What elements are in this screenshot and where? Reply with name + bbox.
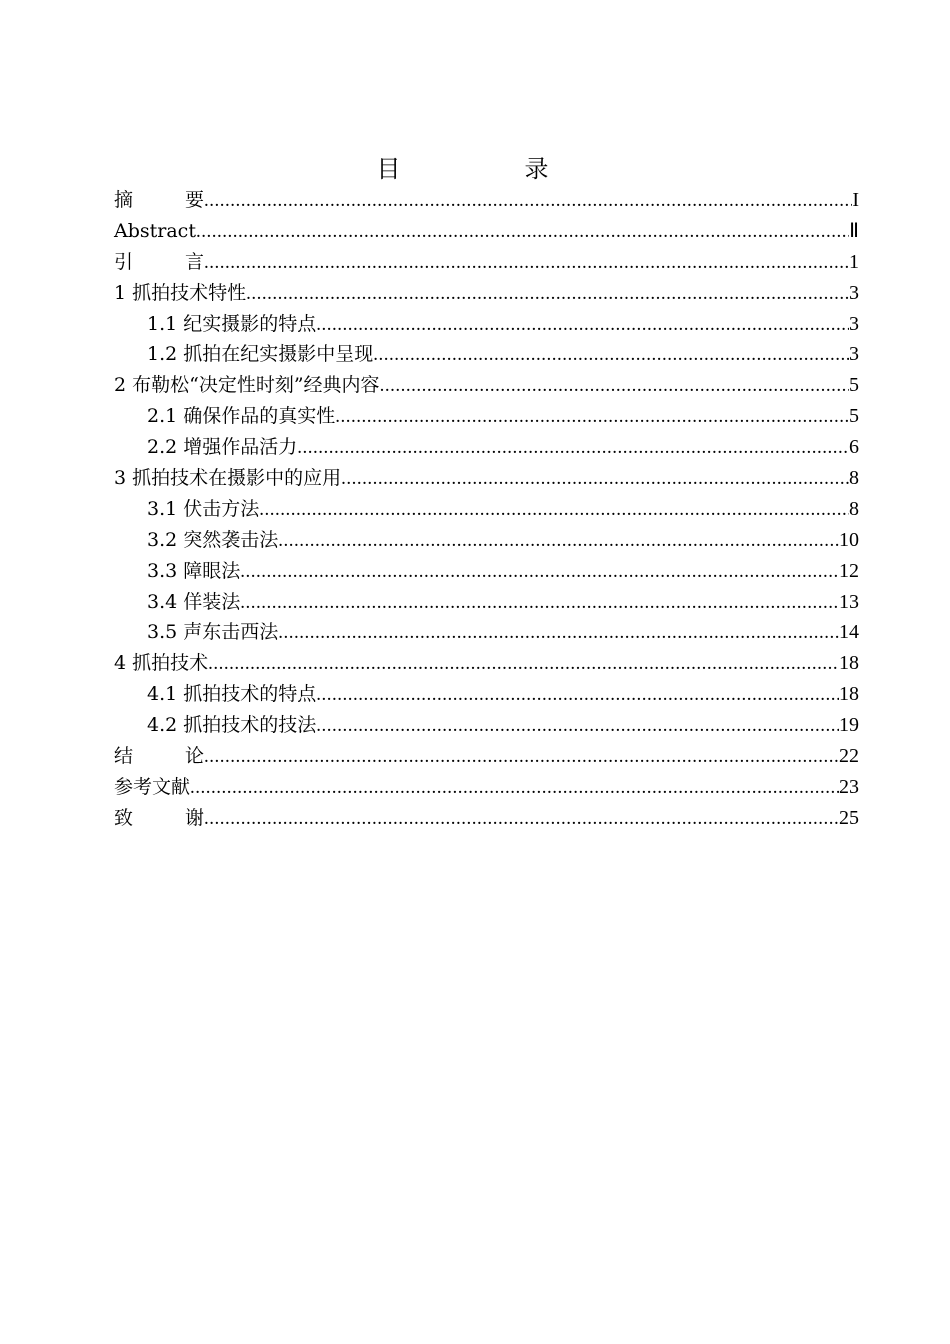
toc-entry[interactable] <box>114 772 859 803</box>
toc-entry[interactable] <box>114 710 859 741</box>
toc-entry-page-number: 18 <box>839 652 859 675</box>
toc-entry-label: 4.1 抓拍技术的特点 <box>147 683 317 706</box>
toc-entry-label: 2 布勒松“决定性时刻”经典内容 <box>114 374 380 397</box>
toc-entry-page-number: 19 <box>839 714 859 737</box>
toc-dot-leader <box>246 279 849 309</box>
toc-dot-leader <box>297 433 849 463</box>
toc-entry[interactable] <box>114 309 859 340</box>
toc-dot-leader <box>204 248 849 278</box>
toc-entry-page-number: 25 <box>839 806 859 829</box>
toc-dot-leader <box>278 526 839 556</box>
toc-entry[interactable] <box>114 648 859 679</box>
toc-entry[interactable] <box>114 185 859 216</box>
toc-entry-page-number: 12 <box>839 559 859 582</box>
toc-entry-label: 2.2 增强作品活力 <box>147 436 298 459</box>
toc-dot-leader <box>204 186 852 216</box>
toc-entry[interactable] <box>114 216 859 247</box>
toc-entry[interactable] <box>114 556 859 587</box>
toc-entry-label: 参考文献 <box>114 775 191 798</box>
toc-entry-page-number: 13 <box>839 590 859 613</box>
toc-dot-leader <box>335 402 849 432</box>
toc-entry-page-number: 14 <box>839 621 859 644</box>
toc-dot-leader <box>208 649 839 679</box>
toc-dot-leader <box>196 217 849 247</box>
toc-entry-page-number: 22 <box>839 745 859 768</box>
toc-entry[interactable] <box>114 247 859 278</box>
toc-entry-label: 3.1 伏击方法 <box>147 497 260 520</box>
toc-entry-page-number: 3 <box>849 281 859 304</box>
toc-title: 目 录 <box>376 155 599 183</box>
toc-entry-label: 3.5 声东击西法 <box>147 621 279 644</box>
toc-entry-page-number: Ⅱ <box>849 219 859 242</box>
toc-entry[interactable] <box>114 525 859 556</box>
toc-entry[interactable] <box>114 401 859 432</box>
toc-entry[interactable] <box>114 463 859 494</box>
toc-entry-page-number: 8 <box>849 497 859 520</box>
toc-entry[interactable] <box>114 494 859 525</box>
toc-entry-label: 摘 要 <box>114 189 204 211</box>
toc-entry-page-number: 8 <box>849 467 859 490</box>
toc-entry-page-number: 18 <box>839 683 859 706</box>
toc-dot-leader <box>204 804 839 834</box>
toc-entry-label: 1.1 纪实摄影的特点 <box>147 312 317 335</box>
toc-entry-label: 2.1 确保作品的真实性 <box>147 405 336 428</box>
toc-entry-label: 4 抓拍技术 <box>114 652 209 675</box>
toc-dot-leader <box>278 618 839 648</box>
toc-dot-leader <box>341 464 849 494</box>
toc-entry-label: Abstract <box>114 219 196 242</box>
toc-entry-page-number: 3 <box>849 312 859 335</box>
toc-entry-page-number: 5 <box>849 374 859 397</box>
toc-entry[interactable] <box>114 339 859 370</box>
toc-dot-leader <box>316 310 849 340</box>
toc-entry[interactable] <box>114 803 859 834</box>
toc-entry-label: 3.3 障眼法 <box>147 559 241 582</box>
toc-entry-page-number: 5 <box>849 405 859 428</box>
toc-entry-page-number: 6 <box>849 436 859 459</box>
toc-entry[interactable] <box>114 617 859 648</box>
toc-entry-label: 4.2 抓拍技术的技法 <box>147 714 317 737</box>
toc-entry-page-number: 3 <box>849 343 859 366</box>
toc-entry[interactable] <box>114 679 859 710</box>
toc-dot-leader <box>190 773 839 803</box>
toc-entry-label: 3.4 佯装法 <box>147 590 241 613</box>
toc-entry-label: 1.2 抓拍在纪实摄影中呈现 <box>147 343 374 366</box>
toc-entry-page-number: 23 <box>839 775 859 798</box>
toc-dot-leader <box>380 371 849 401</box>
toc-entry-label: 1 抓拍技术特性 <box>114 281 247 304</box>
toc-entry-label: 结 论 <box>114 745 204 768</box>
toc-entry-page-number: 1 <box>849 250 859 273</box>
toc-dot-leader <box>316 711 839 741</box>
toc-entry[interactable] <box>114 432 859 463</box>
toc-dot-leader <box>240 557 839 587</box>
toc-entry-page-number: I <box>852 189 859 211</box>
toc-entry[interactable] <box>114 370 859 401</box>
toc-dot-leader <box>316 680 839 710</box>
toc-entry-page-number: 10 <box>839 528 859 551</box>
toc-entry-label: 3.2 突然袭击法 <box>147 528 279 551</box>
toc-dot-leader <box>373 340 849 370</box>
toc-entry[interactable] <box>114 741 859 772</box>
toc-entry[interactable] <box>114 278 859 309</box>
toc-dot-leader <box>204 742 839 772</box>
toc-entry-label: 引 言 <box>114 250 204 273</box>
toc-entry-label: 致 谢 <box>114 806 204 829</box>
toc-entry[interactable] <box>114 587 859 618</box>
toc-entry-label: 3 抓拍技术在摄影中的应用 <box>114 467 342 490</box>
toc-dot-leader <box>240 588 839 618</box>
toc-dot-leader <box>259 495 849 525</box>
toc-list <box>114 185 859 834</box>
